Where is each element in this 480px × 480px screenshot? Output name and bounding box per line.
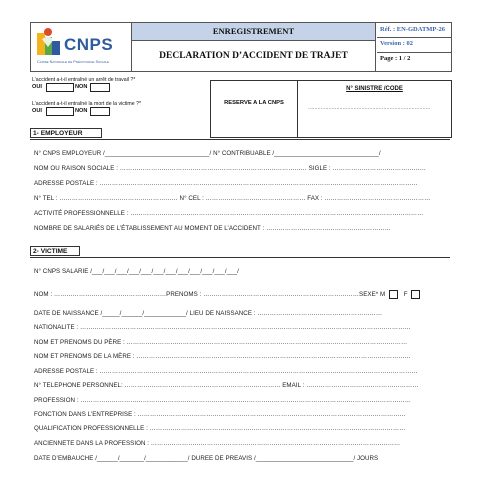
field-nationalite[interactable]: NATIONALITE : …………………………………………………………………………………………………………………………………………… [34, 324, 411, 331]
cnps-logo-icon [37, 27, 63, 57]
label-non-1: NON [75, 84, 88, 90]
field-telephone-email[interactable]: N° TELEPHONE PERSONNEL: ………………………………………………………………… EMAIL : ……………………………………………… [34, 382, 419, 389]
checkbox-mort-oui[interactable] [46, 107, 74, 116]
field-qualification[interactable]: QUALIFICATION PROFESSIONNELLE : …………………………………………………………………………………………………………… [34, 425, 406, 432]
section-victime-title [30, 246, 80, 256]
sinistre-title: N° SINISTRE /CODE [346, 86, 403, 92]
document-meta [377, 23, 451, 71]
field-anciennete[interactable]: ANCIENNETE DANS LA PROFESSION : ………………………………………………………………………………………………………… [34, 440, 401, 447]
document-version: Version : 02 [380, 40, 413, 47]
field-profession[interactable]: PROFESSION : …………………………………………………………………………………………………………………………………………… [34, 397, 411, 404]
field-mere[interactable]: NOM ET PRENOMS DE LA MÈRE : …………………………………………………………………………………………………………………… [34, 353, 411, 360]
reserve-cnps-box [210, 80, 452, 138]
section-employeur-rule [30, 139, 450, 140]
reserve-label: RESERVE A LA CNPS [211, 81, 298, 137]
field-tel-employeur[interactable]: N° TEL : ………………………………………………… N° CEL : ………………………………………… FAX : …………………………………………… [34, 195, 431, 202]
field-nom-prenoms [34, 290, 420, 299]
field-date-naissance[interactable]: DATE DE NAISSANCE /_____/______/____________/ LIEU DE NAISSANCE : …………………………………………………… [34, 310, 383, 317]
checkbox-arret-oui[interactable] [46, 83, 74, 92]
field-nombre-salaries[interactable]: NOMBRE DE SALARIÉS DE L’ÉTABLISSEMENT AU MOMENT DE L’ACCIDENT : …………………………………………………… [34, 225, 391, 232]
label-sexe-f: F [403, 291, 408, 299]
page-number: Page : 1 / 2 [380, 55, 411, 62]
checkbox-mort-non[interactable] [90, 107, 110, 116]
field-adresse-victime[interactable]: ADRESSE POSTALE : ……………………………………………………………………………………………………………………………………… [34, 368, 418, 375]
logo-text: CNPS [64, 35, 114, 54]
field-cnps-employeur[interactable]: N° CNPS EMPLOYEUR /______________________________/ N° CONTRIBUABLE /______________________________/ [34, 150, 381, 157]
page-title: DECLARATION D’ACCIDENT DE TRAJET [132, 41, 376, 71]
section-victime-rule [30, 257, 450, 258]
sinistre-cell [298, 81, 451, 137]
form-header [30, 22, 452, 72]
label-oui-1: OUI [32, 84, 42, 90]
section-victime-label: 2- VICTIME [33, 248, 68, 255]
checkbox-sexe-m[interactable] [389, 290, 398, 299]
field-raison-sociale[interactable]: NOM OU RAISON SOCIALE : ……………………………………………………………………………… SIGLE : ……………………………………… [34, 165, 427, 172]
label-oui-2: OUI [32, 108, 42, 114]
field-cnps-salarie[interactable]: N° CNPS SALARIE /___/___/___/___/___/___/___/___/___/___/___/___/ [34, 268, 239, 275]
section-employeur-title [30, 128, 102, 138]
logo-subtitle: Caisse Nationale de Prévoyance Sociale [37, 60, 110, 64]
header-band-title: ENREGISTREMENT [132, 23, 376, 41]
field-activite[interactable]: ACTIVITÉ PROFESSIONNELLE : …………………………………………………………………………………………………………………………… [34, 210, 424, 217]
section-employeur-label: 1- EMPLOYEUR [33, 130, 83, 137]
checkbox-sexe-f[interactable] [411, 290, 420, 299]
label-non-2: NON [75, 108, 88, 114]
question-arret-travail: L’accident a-t-il entraîné un arrêt de travail ?* [32, 77, 136, 83]
checkbox-arret-non[interactable] [90, 83, 110, 92]
field-pere[interactable]: NOM ET PRENOMS DU PÈRE : ……………………………………………………………………………………………………………………… [34, 339, 408, 346]
document-ref: Réf. : EN-GDATMP-26 [380, 26, 446, 33]
question-mort-victime: L’accident a-t-il entraîné la mort de la victime ?* [32, 101, 141, 107]
sinistre-field[interactable]: …………………………………………………………………… [308, 105, 431, 111]
field-fonction[interactable]: FONCTION DANS L’ENTREPRISE : ………………………………………………………………………………………………………………… [34, 411, 406, 418]
field-date-embauche[interactable]: DATE D’EMBAUCHE /______/_______/____________/ DUREE DE PREAVIS /____________________________/ JOURS [34, 455, 379, 462]
field-adresse-employeur[interactable]: ADRESSE POSTALE : ……………………………………………………………………………………………………………………………………… [34, 180, 418, 187]
cnps-logo [31, 23, 132, 71]
field-nom-prenoms-text[interactable]: NOM : ………………………………………………PRENOMS : …………………………………………………………………SEXE* M [34, 291, 386, 299]
